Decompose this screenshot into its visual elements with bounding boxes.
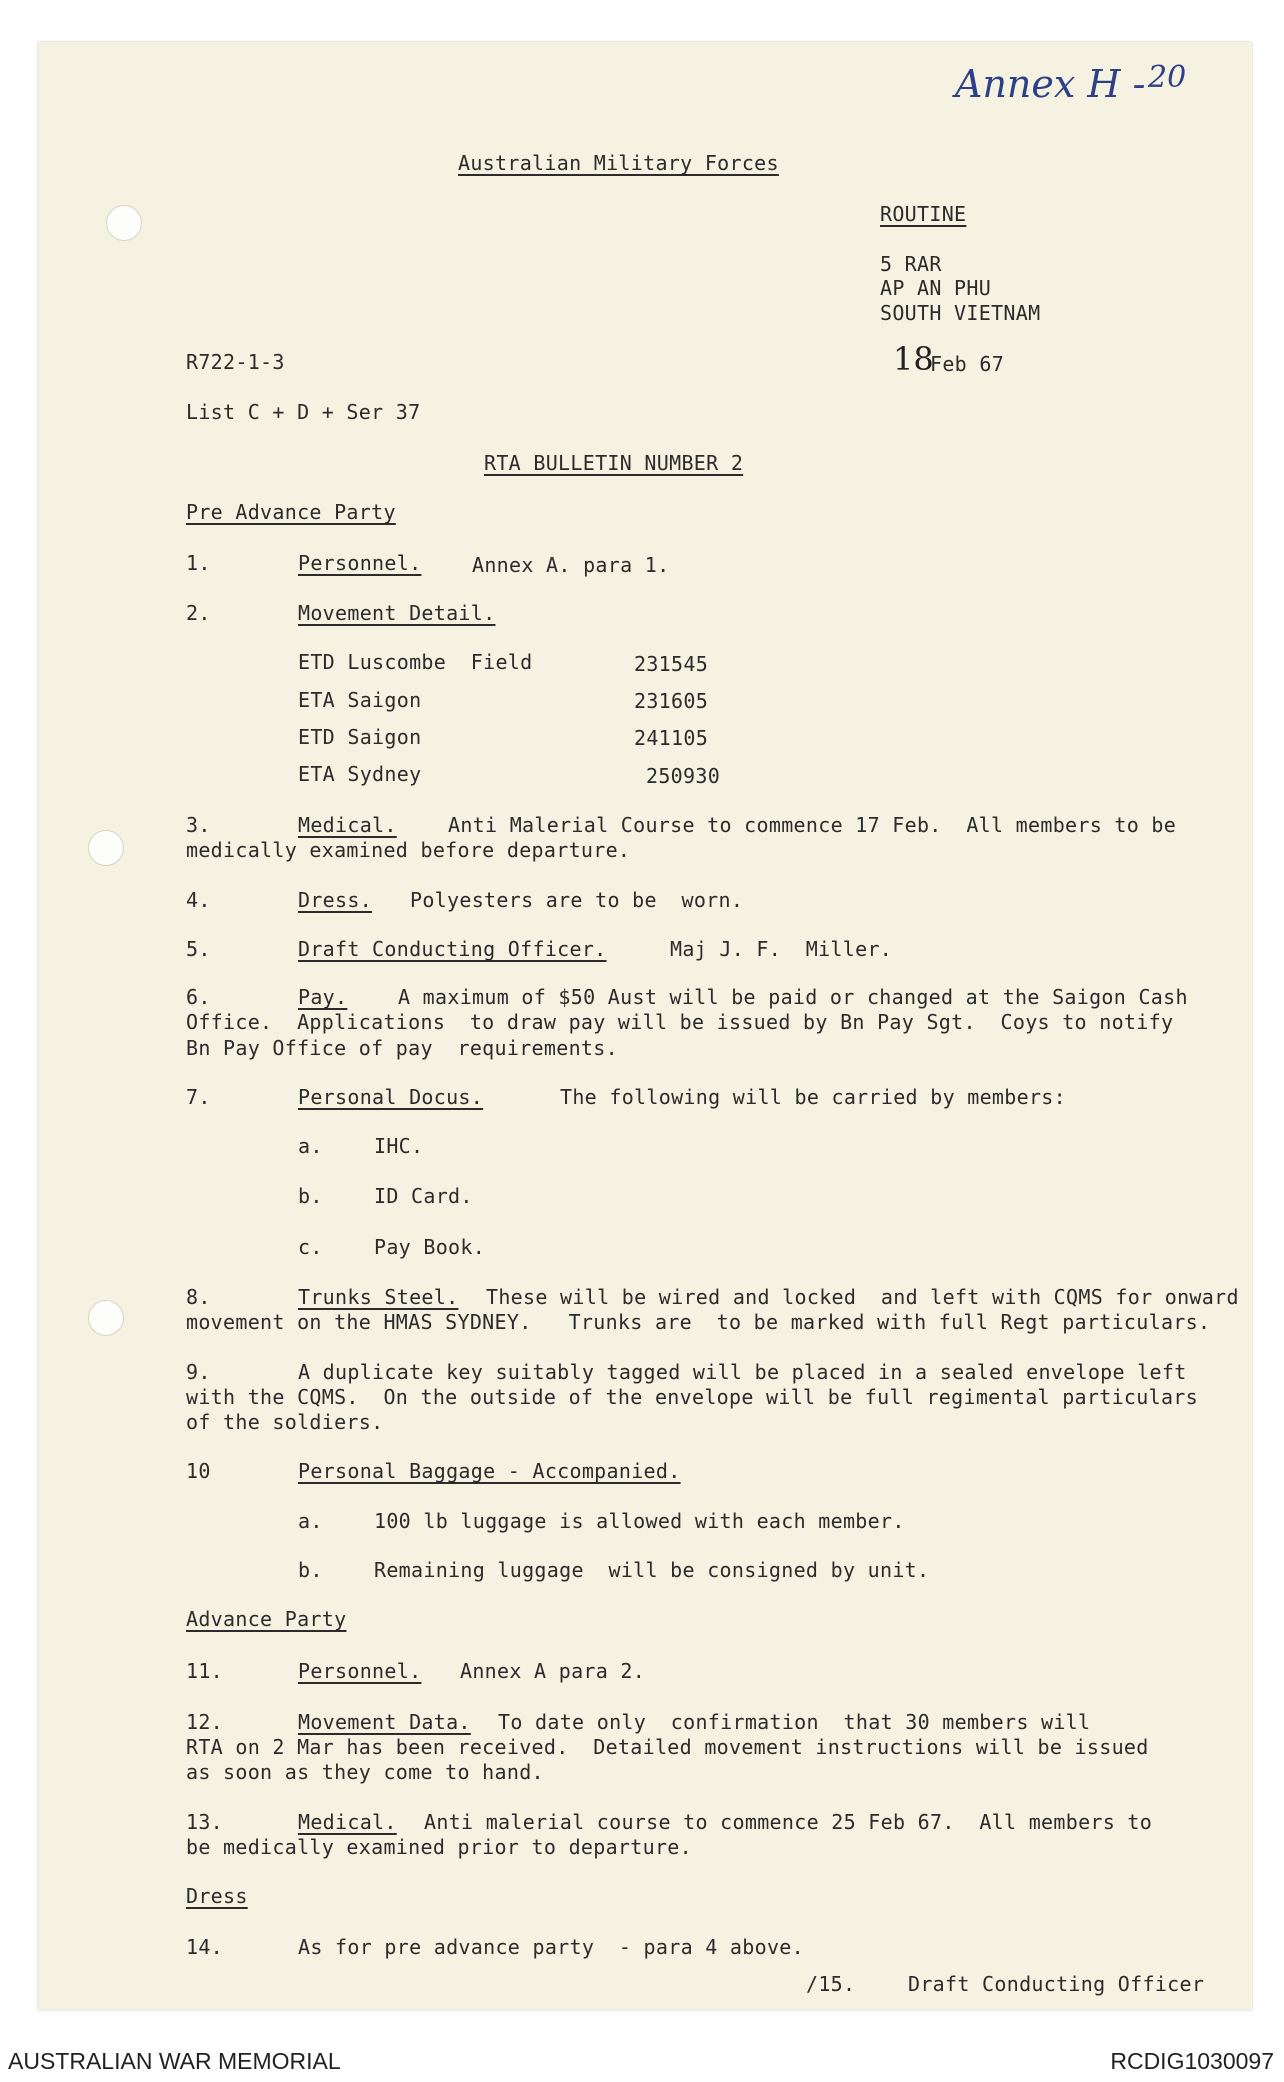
list-item: ID Card. [374, 1184, 473, 1208]
para-text: Anti malerial course to commence 25 Feb 67. All members to [424, 1810, 1153, 1834]
continuation-text: Draft Conducting Officer [908, 1972, 1205, 1996]
list-letter: c. [298, 1235, 323, 1259]
para-text: The following will be carried by members: [560, 1085, 1066, 1109]
para-text: Polyesters are to be worn. [410, 888, 744, 912]
document-title: Australian Military Forces [458, 151, 779, 175]
movement-time: 250930 [646, 764, 721, 788]
movement-time: 241105 [634, 726, 709, 750]
list-letter: a. [298, 1509, 323, 1533]
handwritten-annotation: Annex H - [955, 62, 1146, 106]
para-text: as soon as they come to hand. [186, 1760, 544, 1784]
para-number: 2. [186, 601, 211, 625]
para-number: 5. [186, 937, 211, 961]
para-heading: Personal Baggage - Accompanied. [298, 1459, 681, 1483]
para-text: These will be wired and locked and left with CQMS for onward [486, 1285, 1239, 1309]
movement-time: 231605 [634, 689, 709, 713]
archive-id: RCDIG1030097 [1110, 2048, 1274, 2074]
para-number: 13. [186, 1810, 224, 1834]
unit-line: AP AN PHU [880, 276, 992, 300]
unit-line: SOUTH VIETNAM [880, 301, 1041, 325]
list-item: Remaining luggage will be consigned by unit. [374, 1558, 930, 1582]
para-heading: Pay. [298, 985, 348, 1009]
para-text: Maj J. F. Miller. [670, 937, 893, 961]
document-date: Feb 67 [930, 352, 1005, 376]
para-number: 6. [186, 985, 211, 1009]
para-heading: Personnel. [298, 1659, 422, 1683]
unit-line: 5 RAR [880, 252, 942, 276]
movement-label: ETA Saigon [298, 688, 422, 712]
section-heading: Pre Advance Party [186, 500, 396, 524]
para-text: To date only confirmation that 30 members will [498, 1710, 1091, 1734]
archive-credit: AUSTRALIAN WAR MEMORIAL [8, 2048, 341, 2074]
punch-hole [106, 205, 142, 241]
para-number: 11. [186, 1659, 224, 1683]
punch-hole [88, 830, 124, 866]
para-heading: Movement Data. [298, 1710, 471, 1734]
para-heading: Medical. [298, 1810, 397, 1834]
classification: ROUTINE [880, 202, 967, 226]
para-text: Annex A. para 1. [472, 553, 670, 577]
distribution-list: List C + D + Ser 37 [186, 400, 421, 424]
bulletin-title: RTA BULLETIN NUMBER 2 [484, 451, 744, 475]
para-number: 4. [186, 888, 211, 912]
para-text: A duplicate key suitably tagged will be placed in a sealed envelope left [298, 1360, 1187, 1384]
punch-hole [88, 1300, 124, 1336]
para-heading: Trunks Steel. [298, 1285, 459, 1309]
para-number: 8. [186, 1285, 211, 1309]
para-heading: Personnel. [298, 551, 422, 575]
para-text: A maximum of $50 Aust will be paid or changed at the Saigon Cash [398, 985, 1188, 1009]
list-letter: a. [298, 1134, 323, 1158]
handwritten-day: 18 [893, 340, 934, 378]
continuation-ref: /15. [806, 1972, 856, 1996]
list-item: 100 lb luggage is allowed with each member. [374, 1509, 905, 1533]
list-item: IHC. [374, 1134, 424, 1158]
handwritten-page-number: 20 [1148, 60, 1187, 95]
list-item: Pay Book. [374, 1235, 486, 1259]
para-heading: Personal Docus. [298, 1085, 484, 1109]
para-text: Office. Applications to draw pay will be issued by Bn Pay Sgt. Coys to notify [186, 1010, 1174, 1034]
para-text: Bn Pay Office of pay requirements. [186, 1036, 618, 1060]
para-number: 9. [186, 1360, 211, 1384]
movement-label: ETD Saigon [298, 725, 422, 749]
para-text: with the CQMS. On the outside of the envelope will be full regimental particulars [186, 1385, 1198, 1409]
para-text: medically examined before departure. [186, 838, 631, 862]
para-text: RTA on 2 Mar has been received. Detailed movement instructions will be issued [186, 1735, 1149, 1759]
section-heading: Advance Party [186, 1607, 347, 1631]
list-letter: b. [298, 1184, 323, 1208]
para-number: 10 [186, 1459, 211, 1483]
para-text: be medically examined prior to departure. [186, 1835, 692, 1859]
para-text: As for pre advance party - para 4 above. [298, 1935, 804, 1959]
para-number: 1. [186, 551, 211, 575]
para-heading: Medical. [298, 813, 397, 837]
para-number: 12. [186, 1710, 224, 1734]
para-heading: Movement Detail. [298, 601, 496, 625]
para-text: Annex A para 2. [460, 1659, 646, 1683]
movement-label: ETD Luscombe Field [298, 650, 533, 674]
para-text: movement on the HMAS SYDNEY. Trunks are to be marked with full Regt particulars. [186, 1310, 1211, 1334]
para-text: Anti Malerial Course to commence 17 Feb. All members to be [448, 813, 1177, 837]
reference-number: R722-1-3 [186, 350, 285, 374]
movement-time: 231545 [634, 652, 709, 676]
para-heading: Dress. [298, 888, 373, 912]
list-letter: b. [298, 1558, 323, 1582]
para-number: 3. [186, 813, 211, 837]
para-number: 7. [186, 1085, 211, 1109]
para-heading: Draft Conducting Officer. [298, 937, 607, 961]
para-text: of the soldiers. [186, 1410, 384, 1434]
section-heading: Dress [186, 1884, 248, 1908]
para-number: 14. [186, 1935, 224, 1959]
movement-label: ETA Sydney [298, 762, 422, 786]
